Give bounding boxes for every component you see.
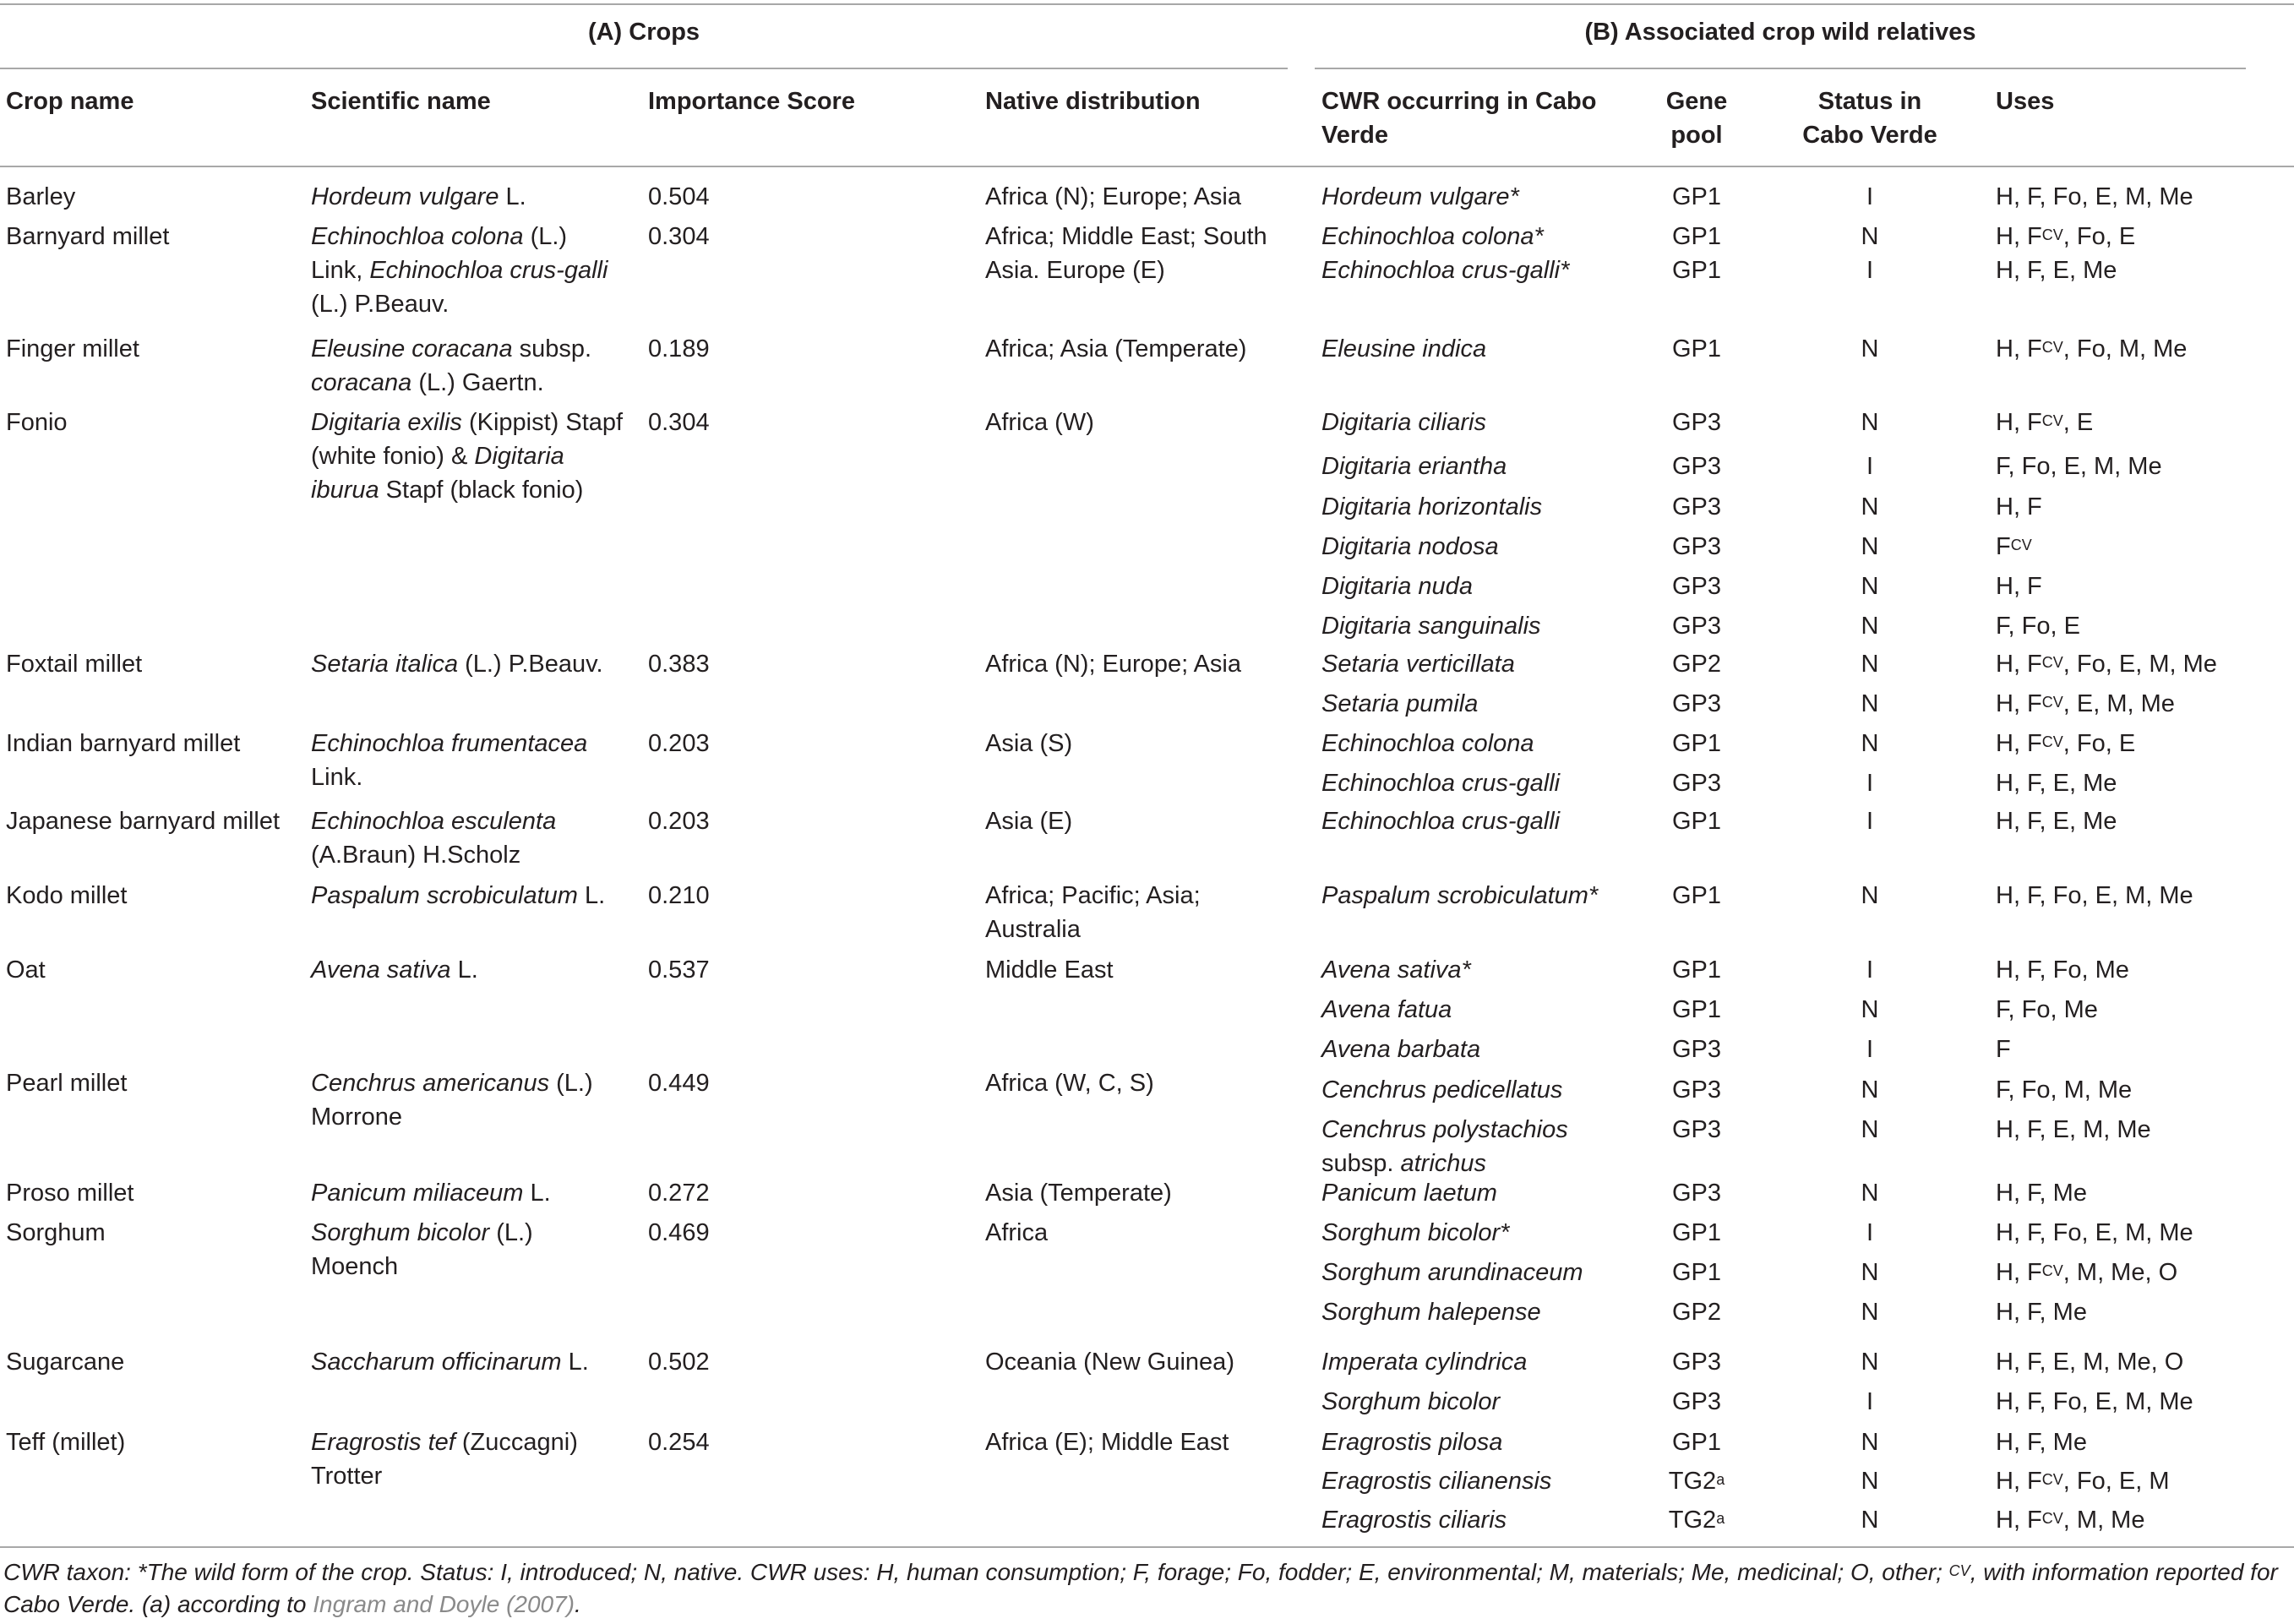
uses-cell: H, F, Fo, E, M, Me xyxy=(1996,882,2193,909)
importance-score-cell: 0.504 xyxy=(648,183,710,210)
native-distribution-cell: Africa; Asia (Temperate) xyxy=(985,335,1247,362)
status-cell: I xyxy=(1866,1036,1874,1063)
gene-pool-cell: GP1 xyxy=(1671,730,1722,757)
status-cell: I xyxy=(1866,956,1874,984)
header-cwr xyxy=(1321,84,1596,152)
importance-score-cell: 0.449 xyxy=(648,1070,710,1097)
cwr-taxon-cell: Eragrostis pilosa xyxy=(1321,1429,1503,1456)
header-gene-line2: pool xyxy=(1670,122,1723,149)
crop-name-cell: Barley xyxy=(6,183,76,210)
status-cell: N xyxy=(1861,1507,1879,1534)
cwr-taxon-cell: Echinochloa crus-galli xyxy=(1321,770,1561,797)
uses-cell: H, F, Me xyxy=(1996,1180,2087,1207)
uses-cell: H, F, E, M, Me xyxy=(1996,1116,2151,1143)
gene-pool-cell: GP3 xyxy=(1671,1349,1722,1376)
cwr-taxon-cell: Avena barbata xyxy=(1321,1036,1481,1063)
uses-cell: F xyxy=(1996,1036,2011,1063)
scientific-name-cell: Echinochloa frumentacea Link. xyxy=(311,730,588,791)
top-rule xyxy=(0,3,2294,5)
gene-pool-cell: GP3 xyxy=(1671,1076,1722,1104)
gene-pool-cell: GP3 xyxy=(1671,1388,1722,1415)
uses-cell: H, $F^{CV}$, Fo, M, Me xyxy=(1996,335,2188,362)
footnote-reference-link[interactable]: Ingram and Doyle (2007) xyxy=(313,1591,575,1617)
gene-pool-cell: GP1 xyxy=(1671,257,1722,284)
status-cell: N xyxy=(1861,690,1879,717)
scientific-name-cell: Avena sativa L. xyxy=(311,956,478,984)
scientific-name-cell: Sorghum bicolor (L.) Moench xyxy=(311,1219,533,1280)
uses-cell: H, $F^{CV}$, M, Me, O xyxy=(1996,1259,2178,1286)
cwr-taxon-cell: Digitaria nodosa xyxy=(1321,533,1499,560)
importance-score-cell: 0.254 xyxy=(648,1429,710,1456)
gene-pool-cell: GP3 xyxy=(1671,1180,1722,1207)
uses-cell: H, $F^{CV}$, M, Me xyxy=(1996,1507,2145,1534)
importance-score-cell: 0.203 xyxy=(648,808,710,835)
status-cell: N xyxy=(1861,1259,1879,1286)
status-cell: N xyxy=(1861,409,1879,436)
cwr-taxon-cell: Digitaria nuda xyxy=(1321,573,1473,600)
gene-pool-cell: GP1 xyxy=(1671,1259,1722,1286)
uses-cell: H, F, Fo, E, M, Me xyxy=(1996,1219,2193,1246)
native-distribution-cell: Africa; Middle East; South Asia. Europe (E) xyxy=(985,223,1267,284)
gene-pool-cell: GP2 xyxy=(1671,1299,1722,1326)
uses-cell: H, F, Me xyxy=(1996,1429,2087,1456)
gene-pool-cell: GP3 xyxy=(1671,409,1722,436)
native-distribution-cell: Africa (E); Middle East xyxy=(985,1429,1229,1456)
status-cell: N xyxy=(1861,613,1879,640)
gene-pool-cell: GP3 xyxy=(1671,493,1722,520)
cwr-taxon-cell: Cenchrus pedicellatus xyxy=(1321,1076,1563,1104)
gene-pool-cell: GP3 xyxy=(1671,453,1722,480)
gene-pool-cell: GP3 xyxy=(1671,1116,1722,1143)
gene-pool-cell: TG2$^a$ xyxy=(1668,1507,1725,1534)
cwr-taxon-cell: Setaria verticillata xyxy=(1321,651,1515,678)
status-cell: N xyxy=(1861,335,1879,362)
header-uses: Uses xyxy=(1996,88,2055,115)
crop-name-cell: Oat xyxy=(6,956,46,984)
status-cell: N xyxy=(1861,1180,1879,1207)
header-cwr-line1: CWR occurring in Cabo xyxy=(1321,88,1597,115)
importance-score-cell: 0.502 xyxy=(648,1349,710,1376)
scientific-name-cell: Cenchrus americanus (L.) Morrone xyxy=(311,1070,593,1131)
importance-score-cell: 0.304 xyxy=(648,223,710,250)
uses-cell: H, $F^{CV}$, Fo, E xyxy=(1996,730,2136,757)
uses-cell: H, $F^{CV}$, Fo, E, M, Me xyxy=(1996,651,2217,678)
header-bottom-rule xyxy=(0,166,2294,167)
uses-cell: H, $F^{CV}$, E xyxy=(1996,409,2094,436)
group-heading-crops: (A) Crops xyxy=(587,19,700,46)
uses-cell: H, F, Fo, Me xyxy=(1996,956,2129,984)
status-cell: N xyxy=(1861,996,1879,1023)
crop-name-cell: Finger millet xyxy=(6,335,139,362)
importance-score-cell: 0.203 xyxy=(648,730,710,757)
status-cell: I xyxy=(1866,183,1874,210)
uses-cell: F, Fo, E, M, Me xyxy=(1996,453,2162,480)
gene-pool-cell: TG2$^a$ xyxy=(1668,1468,1725,1495)
gene-pool-cell: GP3 xyxy=(1671,1036,1722,1063)
importance-score-cell: 0.210 xyxy=(648,882,710,909)
uses-cell: F, Fo, E xyxy=(1996,613,2080,640)
crop-name-cell: Sugarcane xyxy=(6,1349,125,1376)
header-gene-pool xyxy=(1629,84,1764,152)
crop-name-cell: Indian barnyard millet xyxy=(6,730,241,757)
crop-name-cell: Pearl millet xyxy=(6,1070,128,1097)
uses-cell: F, Fo, Me xyxy=(1996,996,2098,1023)
crop-name-cell: Fonio xyxy=(6,409,68,436)
cwr-taxon-cell: Paspalum scrobiculatum* xyxy=(1321,882,1599,909)
group-heading-cwr: (B) Associated crop wild relatives xyxy=(1584,19,1976,46)
scientific-name-cell: Saccharum officinarum L. xyxy=(311,1349,589,1376)
status-cell: I xyxy=(1866,453,1874,480)
table-bottom-rule xyxy=(0,1546,2294,1548)
header-scientific-name: Scientific name xyxy=(311,88,491,115)
status-cell: N xyxy=(1861,882,1879,909)
crop-name-cell: Japanese barnyard millet xyxy=(6,808,281,835)
cwr-group-rule xyxy=(1315,68,2246,69)
cwr-taxon-cell: Echinochloa crus-galli xyxy=(1321,808,1561,835)
importance-score-cell: 0.537 xyxy=(648,956,710,984)
importance-score-cell: 0.469 xyxy=(648,1219,710,1246)
native-distribution-cell: Asia (Temperate) xyxy=(985,1180,1172,1207)
scientific-name-cell: Digitaria exilis (Kippist) Stapf (white fonio) & Digitaria iburua Stapf (black fonio) xyxy=(311,409,624,504)
uses-cell: F, Fo, M, Me xyxy=(1996,1076,2133,1104)
status-cell: I xyxy=(1866,1219,1874,1246)
uses-cell: $F^{CV}$ xyxy=(1996,533,2032,560)
header-status xyxy=(1773,84,1967,152)
status-cell: N xyxy=(1861,533,1879,560)
status-cell: N xyxy=(1861,730,1879,757)
gene-pool-cell: GP2 xyxy=(1671,651,1722,678)
cwr-taxon-cell: Panicum laetum xyxy=(1321,1180,1497,1207)
gene-pool-cell: GP3 xyxy=(1671,533,1722,560)
status-cell: N xyxy=(1861,1429,1879,1456)
footnote-end: . xyxy=(575,1591,581,1617)
status-cell: N xyxy=(1861,1468,1879,1495)
importance-score-cell: 0.304 xyxy=(648,409,710,436)
header-native-distribution: Native distribution xyxy=(985,88,1201,115)
gene-pool-cell: GP1 xyxy=(1671,223,1722,250)
gene-pool-cell: GP1 xyxy=(1671,808,1722,835)
uses-cell: H, F xyxy=(1996,493,2042,520)
scientific-name-cell: Panicum miliaceum L. xyxy=(311,1180,551,1207)
header-importance-score: Importance Score xyxy=(648,88,855,115)
status-cell: N xyxy=(1861,573,1879,600)
header-status-line1: Status in xyxy=(1817,88,1922,115)
cwr-taxon-cell: Cenchrus polystachios subsp. atrichus xyxy=(1321,1116,1568,1177)
scientific-name-cell: Echinochloa colona (L.) Link, Echinochloa crus-galli (L.) P.Beauv. xyxy=(311,223,608,318)
gene-pool-cell: GP3 xyxy=(1671,770,1722,797)
status-cell: N xyxy=(1861,493,1879,520)
uses-cell: H, $F^{CV}$, Fo, E xyxy=(1996,223,2136,250)
native-distribution-cell: Africa (W, C, S) xyxy=(985,1070,1154,1097)
cwr-taxon-cell: Sorghum bicolor* xyxy=(1321,1219,1510,1246)
native-distribution-cell: Africa (W) xyxy=(985,409,1094,436)
crop-name-cell: Foxtail millet xyxy=(6,651,143,678)
status-cell: I xyxy=(1866,1388,1874,1415)
status-cell: N xyxy=(1861,1349,1879,1376)
uses-cell: H, F, E, Me xyxy=(1996,770,2117,797)
uses-cell: H, F, Fo, E, M, Me xyxy=(1996,1388,2193,1415)
crop-name-cell: Barnyard millet xyxy=(6,223,170,250)
uses-cell: H, F, Fo, E, M, Me xyxy=(1996,183,2193,210)
cwr-taxon-cell: Setaria pumila xyxy=(1321,690,1479,717)
native-distribution-cell: Middle East xyxy=(985,956,1114,984)
scientific-name-cell: Paspalum scrobiculatum L. xyxy=(311,882,606,909)
scientific-name-cell: Eleusine coracana subsp. coracana (L.) Gaertn. xyxy=(311,335,592,396)
cwr-taxon-cell: Hordeum vulgare* xyxy=(1321,183,1519,210)
table-footnote xyxy=(3,1556,2289,1621)
status-cell: N xyxy=(1861,1116,1879,1143)
crop-name-cell: Kodo millet xyxy=(6,882,128,909)
gene-pool-cell: GP3 xyxy=(1671,573,1722,600)
cwr-taxon-cell: Sorghum bicolor xyxy=(1321,1388,1501,1415)
cwr-taxon-cell: Digitaria sanguinalis xyxy=(1321,613,1541,640)
cwr-taxon-cell: Echinochloa colona xyxy=(1321,730,1534,757)
scientific-name-cell: Echinochloa esculenta (A.Braun) H.Scholz xyxy=(311,808,557,869)
uses-cell: H, $F^{CV}$, E, M, Me xyxy=(1996,690,2175,717)
crop-name-cell: Proso millet xyxy=(6,1180,134,1207)
gene-pool-cell: GP1 xyxy=(1671,1429,1722,1456)
uses-cell: H, F, E, Me xyxy=(1996,257,2117,284)
cwr-taxon-cell: Eragrostis cilianensis xyxy=(1321,1468,1552,1495)
status-cell: N xyxy=(1861,223,1879,250)
status-cell: N xyxy=(1861,1299,1879,1326)
native-distribution-cell: Africa xyxy=(985,1219,1049,1246)
native-distribution-cell: Oceania (New Guinea) xyxy=(985,1349,1234,1376)
cwr-taxon-cell: Echinochloa crus-galli* xyxy=(1321,257,1570,284)
footnote-text: CWR taxon: *The wild form of the crop. Status: I, introduced; N, native. CWR uses: H, human consumption; F, forage; Fo, fodder; E, environmental; M, materials; Me, medicinal; O, other; $^{CV}$, with information reported for Cabo Verde. (a) according to xyxy=(3,1559,2278,1617)
header-status-line2: Cabo Verde xyxy=(1802,122,1937,149)
cwr-taxon-cell: Eleusine indica xyxy=(1321,335,1487,362)
cwr-taxon-cell: Digitaria ciliaris xyxy=(1321,409,1486,436)
crop-name-cell: Teff (millet) xyxy=(6,1429,126,1456)
crops-group-rule xyxy=(0,68,1288,69)
crop-name-cell: Sorghum xyxy=(6,1219,106,1246)
uses-cell: H, F, Me xyxy=(1996,1299,2087,1326)
cwr-taxon-cell: Sorghum arundinaceum xyxy=(1321,1259,1583,1286)
status-cell: N xyxy=(1861,1076,1879,1104)
gene-pool-cell: GP1 xyxy=(1671,183,1722,210)
status-cell: I xyxy=(1866,770,1874,797)
native-distribution-cell: Africa; Pacific; Asia; Australia xyxy=(985,882,1201,943)
importance-score-cell: 0.383 xyxy=(648,651,710,678)
cwr-taxon-cell: Digitaria eriantha xyxy=(1321,453,1507,480)
status-cell: N xyxy=(1861,651,1879,678)
gene-pool-cell: GP1 xyxy=(1671,335,1722,362)
gene-pool-cell: GP3 xyxy=(1671,613,1722,640)
cwr-taxon-cell: Eragrostis ciliaris xyxy=(1321,1507,1507,1534)
cwr-taxon-cell: Sorghum halepense xyxy=(1321,1299,1541,1326)
gene-pool-cell: GP3 xyxy=(1671,690,1722,717)
gene-pool-cell: GP1 xyxy=(1671,882,1722,909)
uses-cell: H, F, E, Me xyxy=(1996,808,2117,835)
importance-score-cell: 0.272 xyxy=(648,1180,710,1207)
importance-score-cell: 0.189 xyxy=(648,335,710,362)
cwr-taxon-cell: Digitaria horizontalis xyxy=(1321,493,1543,520)
status-cell: I xyxy=(1866,808,1874,835)
native-distribution-cell: Africa (N); Europe; Asia xyxy=(985,183,1241,210)
cwr-taxon-cell: Echinochloa colona* xyxy=(1321,223,1544,250)
native-distribution-cell: Asia (S) xyxy=(985,730,1073,757)
uses-cell: H, F, E, M, Me, O xyxy=(1996,1349,2184,1376)
cwr-taxon-cell: Imperata cylindrica xyxy=(1321,1349,1528,1376)
header-crop-name: Crop name xyxy=(6,88,134,115)
header-cwr-line2: Verde xyxy=(1321,122,1388,149)
gene-pool-cell: GP1 xyxy=(1671,1219,1722,1246)
native-distribution-cell: Africa (N); Europe; Asia xyxy=(985,651,1241,678)
native-distribution-cell: Asia (E) xyxy=(985,808,1073,835)
uses-cell: H, $F^{CV}$, Fo, E, M xyxy=(1996,1468,2170,1495)
header-gene-line1: Gene xyxy=(1665,88,1728,115)
cwr-taxon-cell: Avena fatua xyxy=(1321,996,1452,1023)
uses-cell: H, F xyxy=(1996,573,2042,600)
cwr-taxon-cell: Avena sativa* xyxy=(1321,956,1471,984)
scientific-name-cell: Hordeum vulgare L. xyxy=(311,183,526,210)
scientific-name-cell: Eragrostis tef (Zuccagni) Trotter xyxy=(311,1429,578,1490)
status-cell: I xyxy=(1866,257,1874,284)
gene-pool-cell: GP1 xyxy=(1671,956,1722,984)
scientific-name-cell: Setaria italica (L.) P.Beauv. xyxy=(311,651,603,678)
gene-pool-cell: GP1 xyxy=(1671,996,1722,1023)
